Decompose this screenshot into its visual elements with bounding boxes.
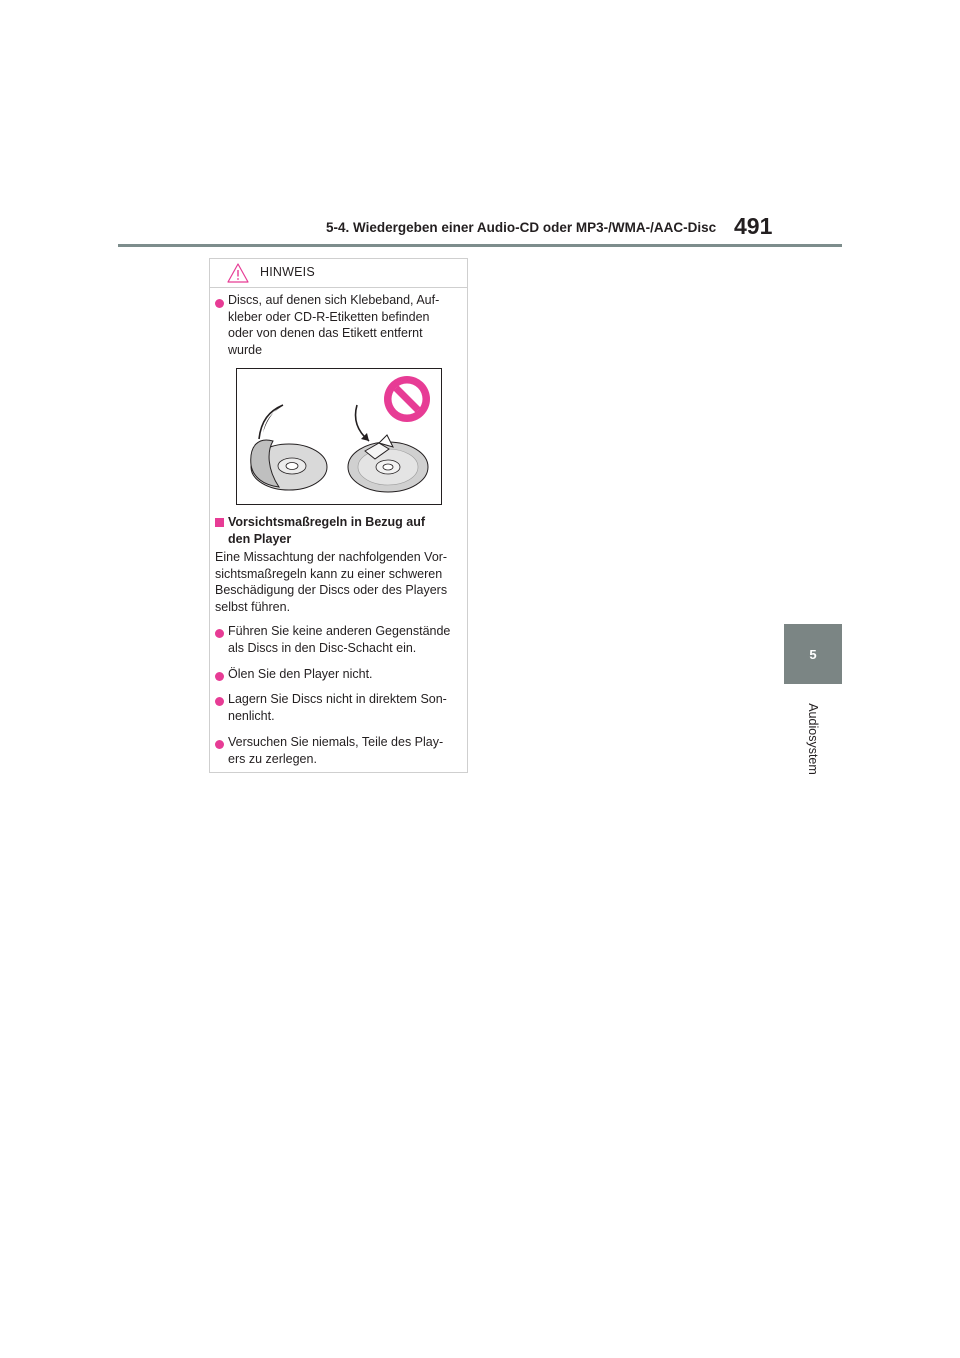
bullet-text: [228, 734, 443, 767]
text-line: ers zu zerlegen.: [228, 751, 317, 766]
chapter-number: 5: [809, 646, 817, 662]
body-paragraph: [215, 549, 447, 615]
disc-illustration-graphic: [237, 369, 441, 504]
text-line: Eine Missachtung der nachfolgenden Vor-: [215, 550, 448, 564]
text-line: selbst führen.: [215, 599, 291, 614]
text-line: Ölen Sie den Player nicht.: [228, 667, 373, 681]
text-line: oder von denen das Etikett entfernt: [228, 326, 423, 341]
intro-bullet-text: [228, 292, 439, 358]
disc-with-peeled-label: [251, 405, 327, 490]
section-title: 5-4. Wiedergeben einer Audio-CD oder MP3-/WMA-/AAC-Disc: [326, 220, 717, 235]
bullet-text: [228, 691, 447, 724]
text-line: Beschädigung der Discs oder des Players: [215, 583, 448, 598]
bullet-text: [228, 623, 450, 656]
text-line: Vorsichtsmaßregeln in Bezug auf: [228, 515, 426, 529]
bullet-dot: [215, 299, 224, 308]
text-line: sichtsmaßregeln kann zu einer schweren: [215, 566, 443, 581]
prohibited-sign-icon: [384, 376, 430, 422]
bullet-dot: [215, 629, 224, 638]
chapter-label: Audiosystem: [806, 703, 820, 775]
text-line: nenlicht.: [228, 708, 275, 723]
notice-title: HINWEIS: [260, 265, 315, 279]
text-line: kleber oder CD-R-Etiketten befinden: [228, 309, 430, 324]
text-line: Versuchen Sie niemals, Teile des Play-: [228, 735, 444, 749]
text-line: Discs, auf denen sich Klebeband, Auf-: [228, 293, 440, 307]
bullet-dot: [215, 672, 224, 681]
heading-square-bullet: [215, 518, 224, 527]
text-line: Lagern Sie Discs nicht in direktem Son-: [228, 692, 447, 706]
warning-triangle-icon: [227, 263, 249, 283]
text-line: Führen Sie keine anderen Gegenstände: [228, 624, 451, 638]
text-line: wurde: [228, 342, 263, 357]
disc-illustration: [236, 368, 442, 505]
page-number: 491: [734, 213, 773, 239]
header-rule: [118, 244, 842, 247]
bullet-text: [228, 666, 373, 683]
text-line: als Discs in den Disc-Schacht ein.: [228, 640, 417, 655]
notice-header: [210, 259, 467, 288]
section-heading: [228, 514, 425, 547]
chapter-tab: [784, 624, 842, 684]
bullet-dot: [215, 740, 224, 749]
bullet-dot: [215, 697, 224, 706]
text-line: den Player: [228, 531, 292, 546]
